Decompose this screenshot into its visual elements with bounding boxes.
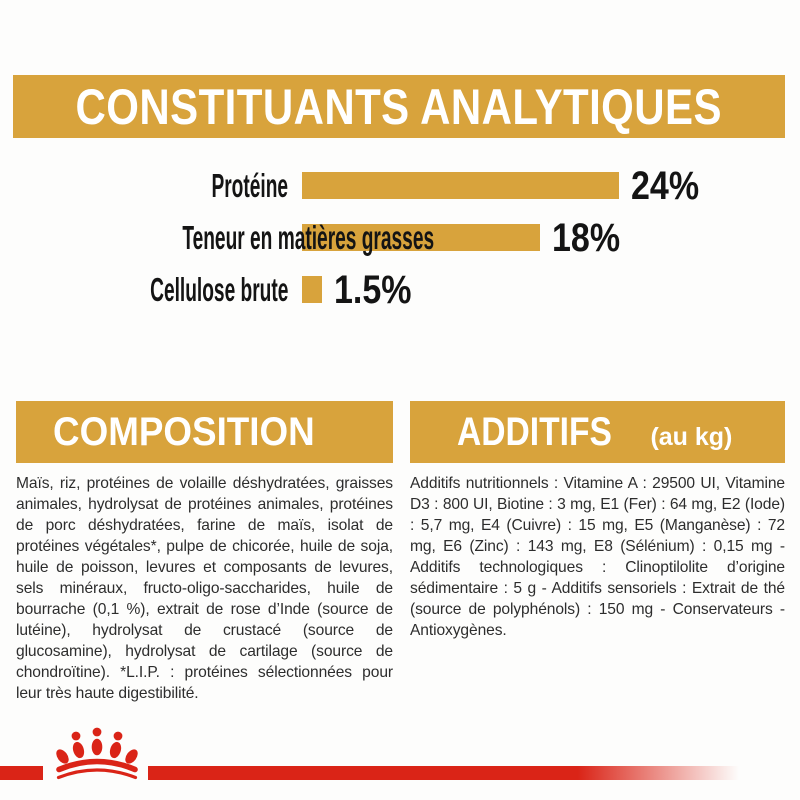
chart-bar: [302, 276, 322, 303]
analytical-constituents-chart: [0, 163, 800, 328]
title-band: [13, 75, 785, 138]
additifs-body: Additifs nutritionnels : Vitamine A : 29500 UI, Vitamine D3 : 800 UI, Biotine : 3 mg, E1 (Fer) : 64 mg, E2 (Iode) : 5,7 mg, E4 (Cuivre) : 15 mg, E5 (Manganèse) : 72 mg, E6 (Zinc) : 143 mg, E8 (Sélénium) : 0,15 mg - Additifs technologiques : Clinoptilolite d’origine sédimentaire : 5 g - Additifs sensoriels : Extrait de thé (source de polyphénols) : 150 mg - Conservateurs - Antioxygènes.: [410, 475, 785, 639]
brand-stripe-left: [0, 766, 43, 780]
chart-value: 18%: [551, 215, 620, 260]
chart-row: [0, 267, 800, 312]
chart-bar: [302, 172, 619, 199]
royal-canin-crown-icon: [54, 727, 140, 785]
chart-value: 24%: [630, 163, 699, 208]
chart-row: [0, 163, 800, 208]
chart-row: [0, 215, 800, 260]
additifs-header-band: [410, 401, 785, 463]
chart-row-label: Cellulose brute: [149, 271, 288, 308]
composition-header-band: [16, 401, 393, 463]
chart-row-label: Protéine: [211, 167, 288, 204]
chart-value: 1.5%: [333, 267, 412, 312]
page-title: CONSTITUANTS ANALYTIQUES: [75, 78, 723, 135]
additifs-heading: ADDITIFS: [457, 410, 612, 454]
info-columns: [16, 401, 785, 704]
composition-heading: COMPOSITION: [53, 410, 315, 454]
chart-row-label: Teneur en matières grasses: [182, 219, 435, 256]
brand-stripe-right: [148, 766, 745, 780]
additifs-unit-suffix: (au kg): [650, 423, 733, 451]
additifs-section: [410, 401, 785, 704]
composition-section: [16, 401, 393, 704]
composition-body: Maïs, riz, protéines de volaille déshydratées, graisses animales, hydrolysat de protéines animales, protéines de porc déshydratées, farine de maïs, isolat de protéines végétales*, pulpe de chicorée, huile de soja, huile de poisson, levures et composants de levures, sels minéraux, fructo-oligo-saccharides, huile de bourrache (0,1 %), extrait de rose d’Inde (source de lutéine), hydrolysat de crustacé (source de glucosamine), hydrolysat de cartilage (source de chondroïtine). *L.I.P. : protéines sélectionnées pour leur très haute digestibilité.: [16, 475, 393, 702]
